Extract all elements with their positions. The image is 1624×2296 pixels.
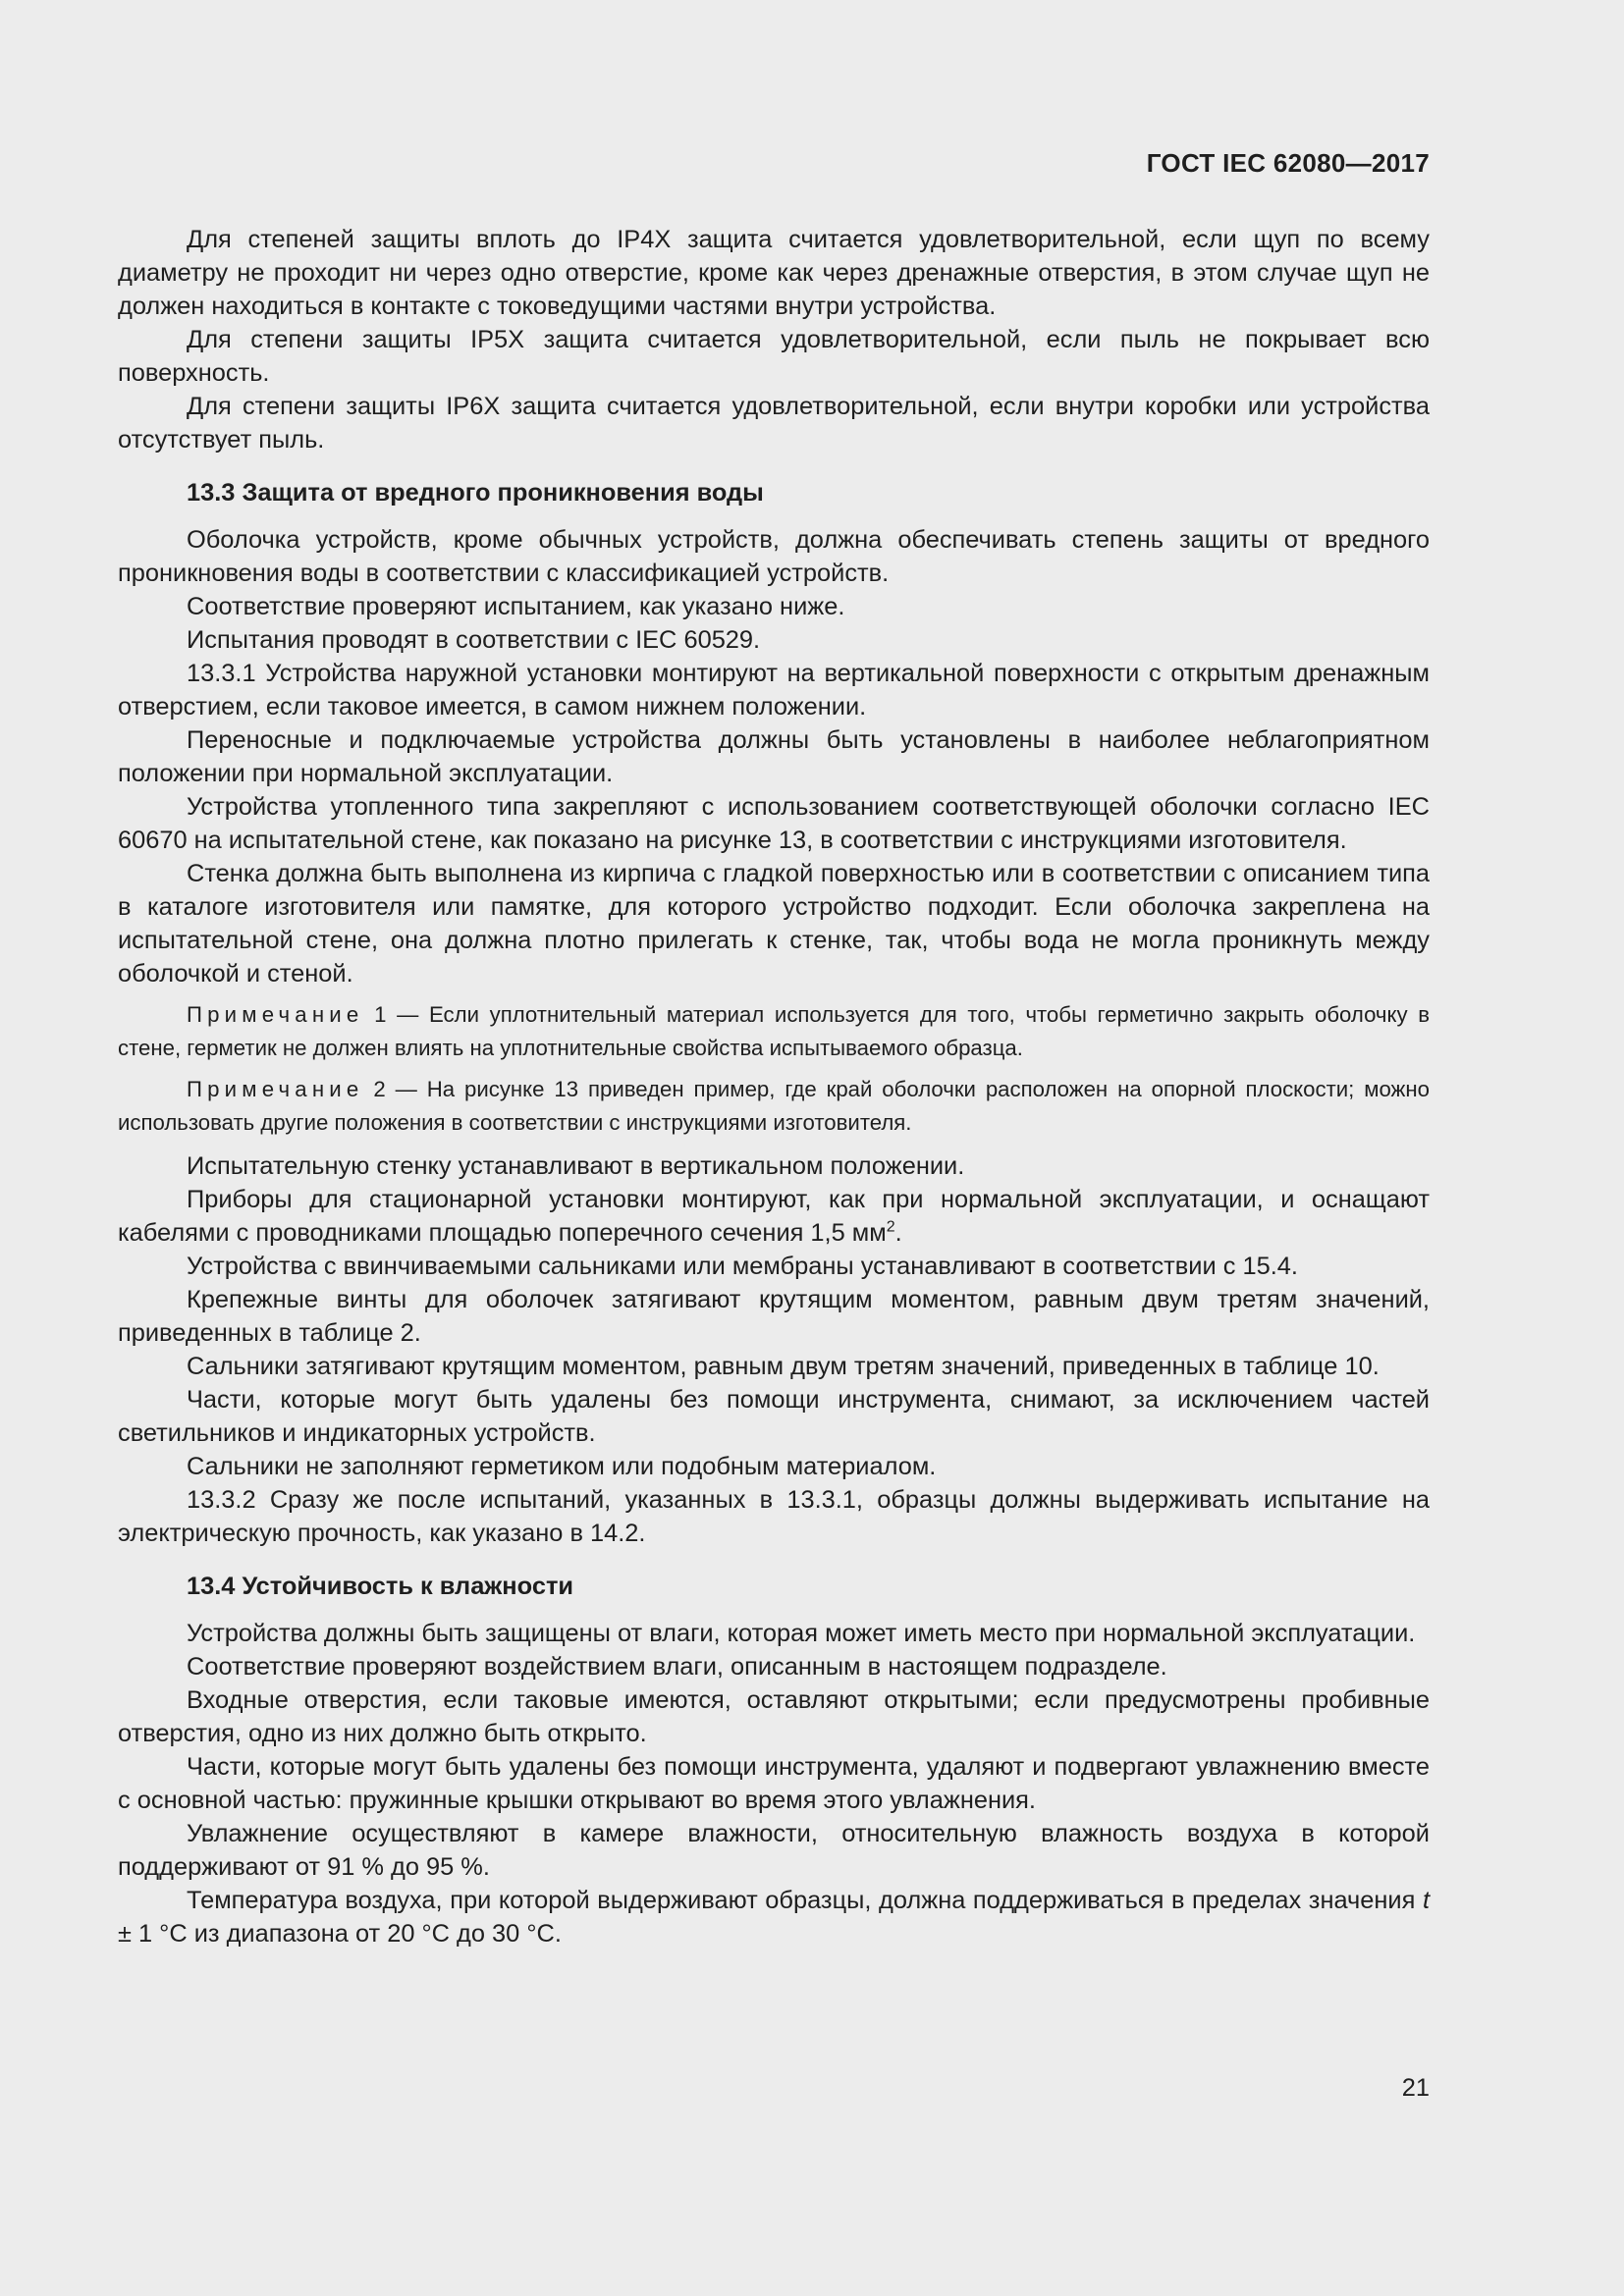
paragraph: Устройства должны быть защищены от влаги, которая может иметь место при нормальной эксплуатации. — [187, 1620, 1416, 1647]
paragraph: Сальники не заполняют герметиком или подобным материалом. — [187, 1453, 937, 1480]
paragraph: Переносные и подключаемые устройства должны быть установлены в наиболее неблагоприятном положении при нормальной эксплуатации. — [118, 726, 1430, 787]
paragraph: 13.3.1 Устройства наружной установки монтируют на вертикальной поверхности с открытым дренажным отверстием, если таковое имеется, в самом нижнем положении. — [118, 660, 1430, 721]
paragraph: Испытания проводят в соответствии с IEC 60529. — [187, 626, 761, 654]
paragraph-end: . — [894, 1219, 902, 1247]
note-text: Если уплотнительный материал используется для того, чтобы герметично закрыть оболочку в стене, герметик не должен влиять на уплотнительные свойства испытываемого образца. — [118, 1002, 1430, 1060]
note-2: Примечание 2 — На рисунке 13 приведен пример, где край оболочки расположен на опорной плоскости; можно использовать другие положения в соответствии с инструкциями изготовителя. — [118, 1077, 1430, 1135]
superscript: 2 — [886, 1218, 895, 1236]
paragraph: Для степени защиты IP5X защита считается удовлетворительной, если пыль не покрывает всю поверхность. — [118, 326, 1430, 387]
paragraph-text: Температура воздуха, при которой выдерживают образцы, должна поддерживаться в пределах значения — [187, 1887, 1423, 1914]
variable-t: t — [1422, 1887, 1430, 1914]
paragraph: Для степеней защиты вплоть до IP4X защита считается удовлетворительной, если щуп по всему диаметру не проходит ни через одно отверстие, кроме как через дренажные отверстия, в этом случае щуп не должен находиться в контакте с токоведущими частями внутри устройства. — [118, 226, 1430, 320]
paragraph-temperature — [118, 1884, 1430, 1950]
paragraph: Соответствие проверяют испытанием, как указано ниже. — [187, 593, 845, 620]
note-number: 1 — [374, 1002, 387, 1027]
paragraph: Устройства утопленного типа закрепляют с использованием соответствующей оболочки согласно IEC 60670 на испытательной стене, как показано на рисунке 13, в соответствии с инструкциями изготовителя. — [118, 793, 1430, 854]
document-header: ГОСТ IEC 62080—2017 — [1146, 148, 1430, 178]
document-body — [118, 223, 1430, 1950]
paragraph: 13.3.2 Сразу же после испытаний, указанных в 13.3.1, образцы должны выдерживать испытание на электрическую прочность, как указано в 14.2. — [118, 1486, 1430, 1547]
paragraph-text: Приборы для стационарной установки монтируют, как при нормальной эксплуатации, и оснащают кабелями с проводниками площадью поперечного сечения 1,5 мм — [118, 1186, 1430, 1247]
paragraph: Увлажнение осуществляют в камере влажности, относительную влажность воздуха в которой поддерживают от 91 % до 95 %. — [118, 1820, 1430, 1881]
paragraph: Соответствие проверяют воздействием влаги, описанным в настоящем подразделе. — [187, 1653, 1167, 1681]
note-label: Примечание — [187, 1002, 364, 1027]
section-heading-13-3: 13.3 Защита от вредного проникновения воды — [187, 479, 764, 507]
paragraph-text: ± 1 °C из диапазона от 20 °C до 30 °C. — [118, 1920, 562, 1948]
paragraph: Оболочка устройств, кроме обычных устройств, должна обеспечивать степень защиты от вредного проникновения воды в соответствии с классификацией устройств. — [118, 526, 1430, 587]
paragraph: Крепежные винты для оболочек затягивают крутящим моментом, равным двум третям значений, приведенных в таблице 2. — [118, 1286, 1430, 1347]
paragraph: Сальники затягивают крутящим моментом, равным двум третям значений, приведенных в таблице 10. — [187, 1353, 1380, 1380]
paragraph: Части, которые могут быть удалены без помощи инструмента, снимают, за исключением частей светильников и индикаторных устройств. — [118, 1386, 1430, 1447]
section-heading-13-4: 13.4 Устойчивость к влажности — [187, 1573, 573, 1600]
paragraph: Стенка должна быть выполнена из кирпича с гладкой поверхностью или в соответствии с описанием типа в каталоге изготовителя или памятке, для которого устройство подходит. Если оболочка закреплена на испытательной стене, она должна плотно прилегать к стенке, так, чтобы вода не могла проникнуть между оболочкой и стеной. — [118, 860, 1430, 988]
note-number: 2 — [373, 1077, 386, 1101]
note-text: На рисунке 13 приведен пример, где край оболочки расположен на опорной плоскости; можно использовать другие положения в соответствии с инструкциями изготовителя. — [118, 1077, 1430, 1135]
paragraph-with-superscript — [118, 1183, 1430, 1250]
paragraph: Устройства с ввинчиваемыми сальниками или мембраны устанавливают в соответствии с 15.4. — [187, 1253, 1298, 1280]
page-number: 21 — [1401, 2074, 1430, 2102]
paragraph: Испытательную стенку устанавливают в вертикальном положении. — [187, 1152, 965, 1180]
note-1: Примечание 1 — Если уплотнительный материал используется для того, чтобы герметично закрыть оболочку в стене, герметик не должен влиять на уплотнительные свойства испытываемого образца. — [118, 1002, 1430, 1060]
paragraph: Части, которые могут быть удалены без помощи инструмента, удаляют и подвергают увлажнению вместе с основной частью: пружинные крышки открывают во время этого увлажнения. — [118, 1753, 1430, 1814]
paragraph: Для степени защиты IP6X защита считается удовлетворительной, если внутри коробки или устройства отсутствует пыль. — [118, 393, 1430, 454]
paragraph: Входные отверстия, если таковые имеются, оставляют открытыми; если предусмотрены пробивные отверстия, одно из них должно быть открыто. — [118, 1686, 1430, 1747]
note-label: Примечание — [187, 1077, 364, 1101]
